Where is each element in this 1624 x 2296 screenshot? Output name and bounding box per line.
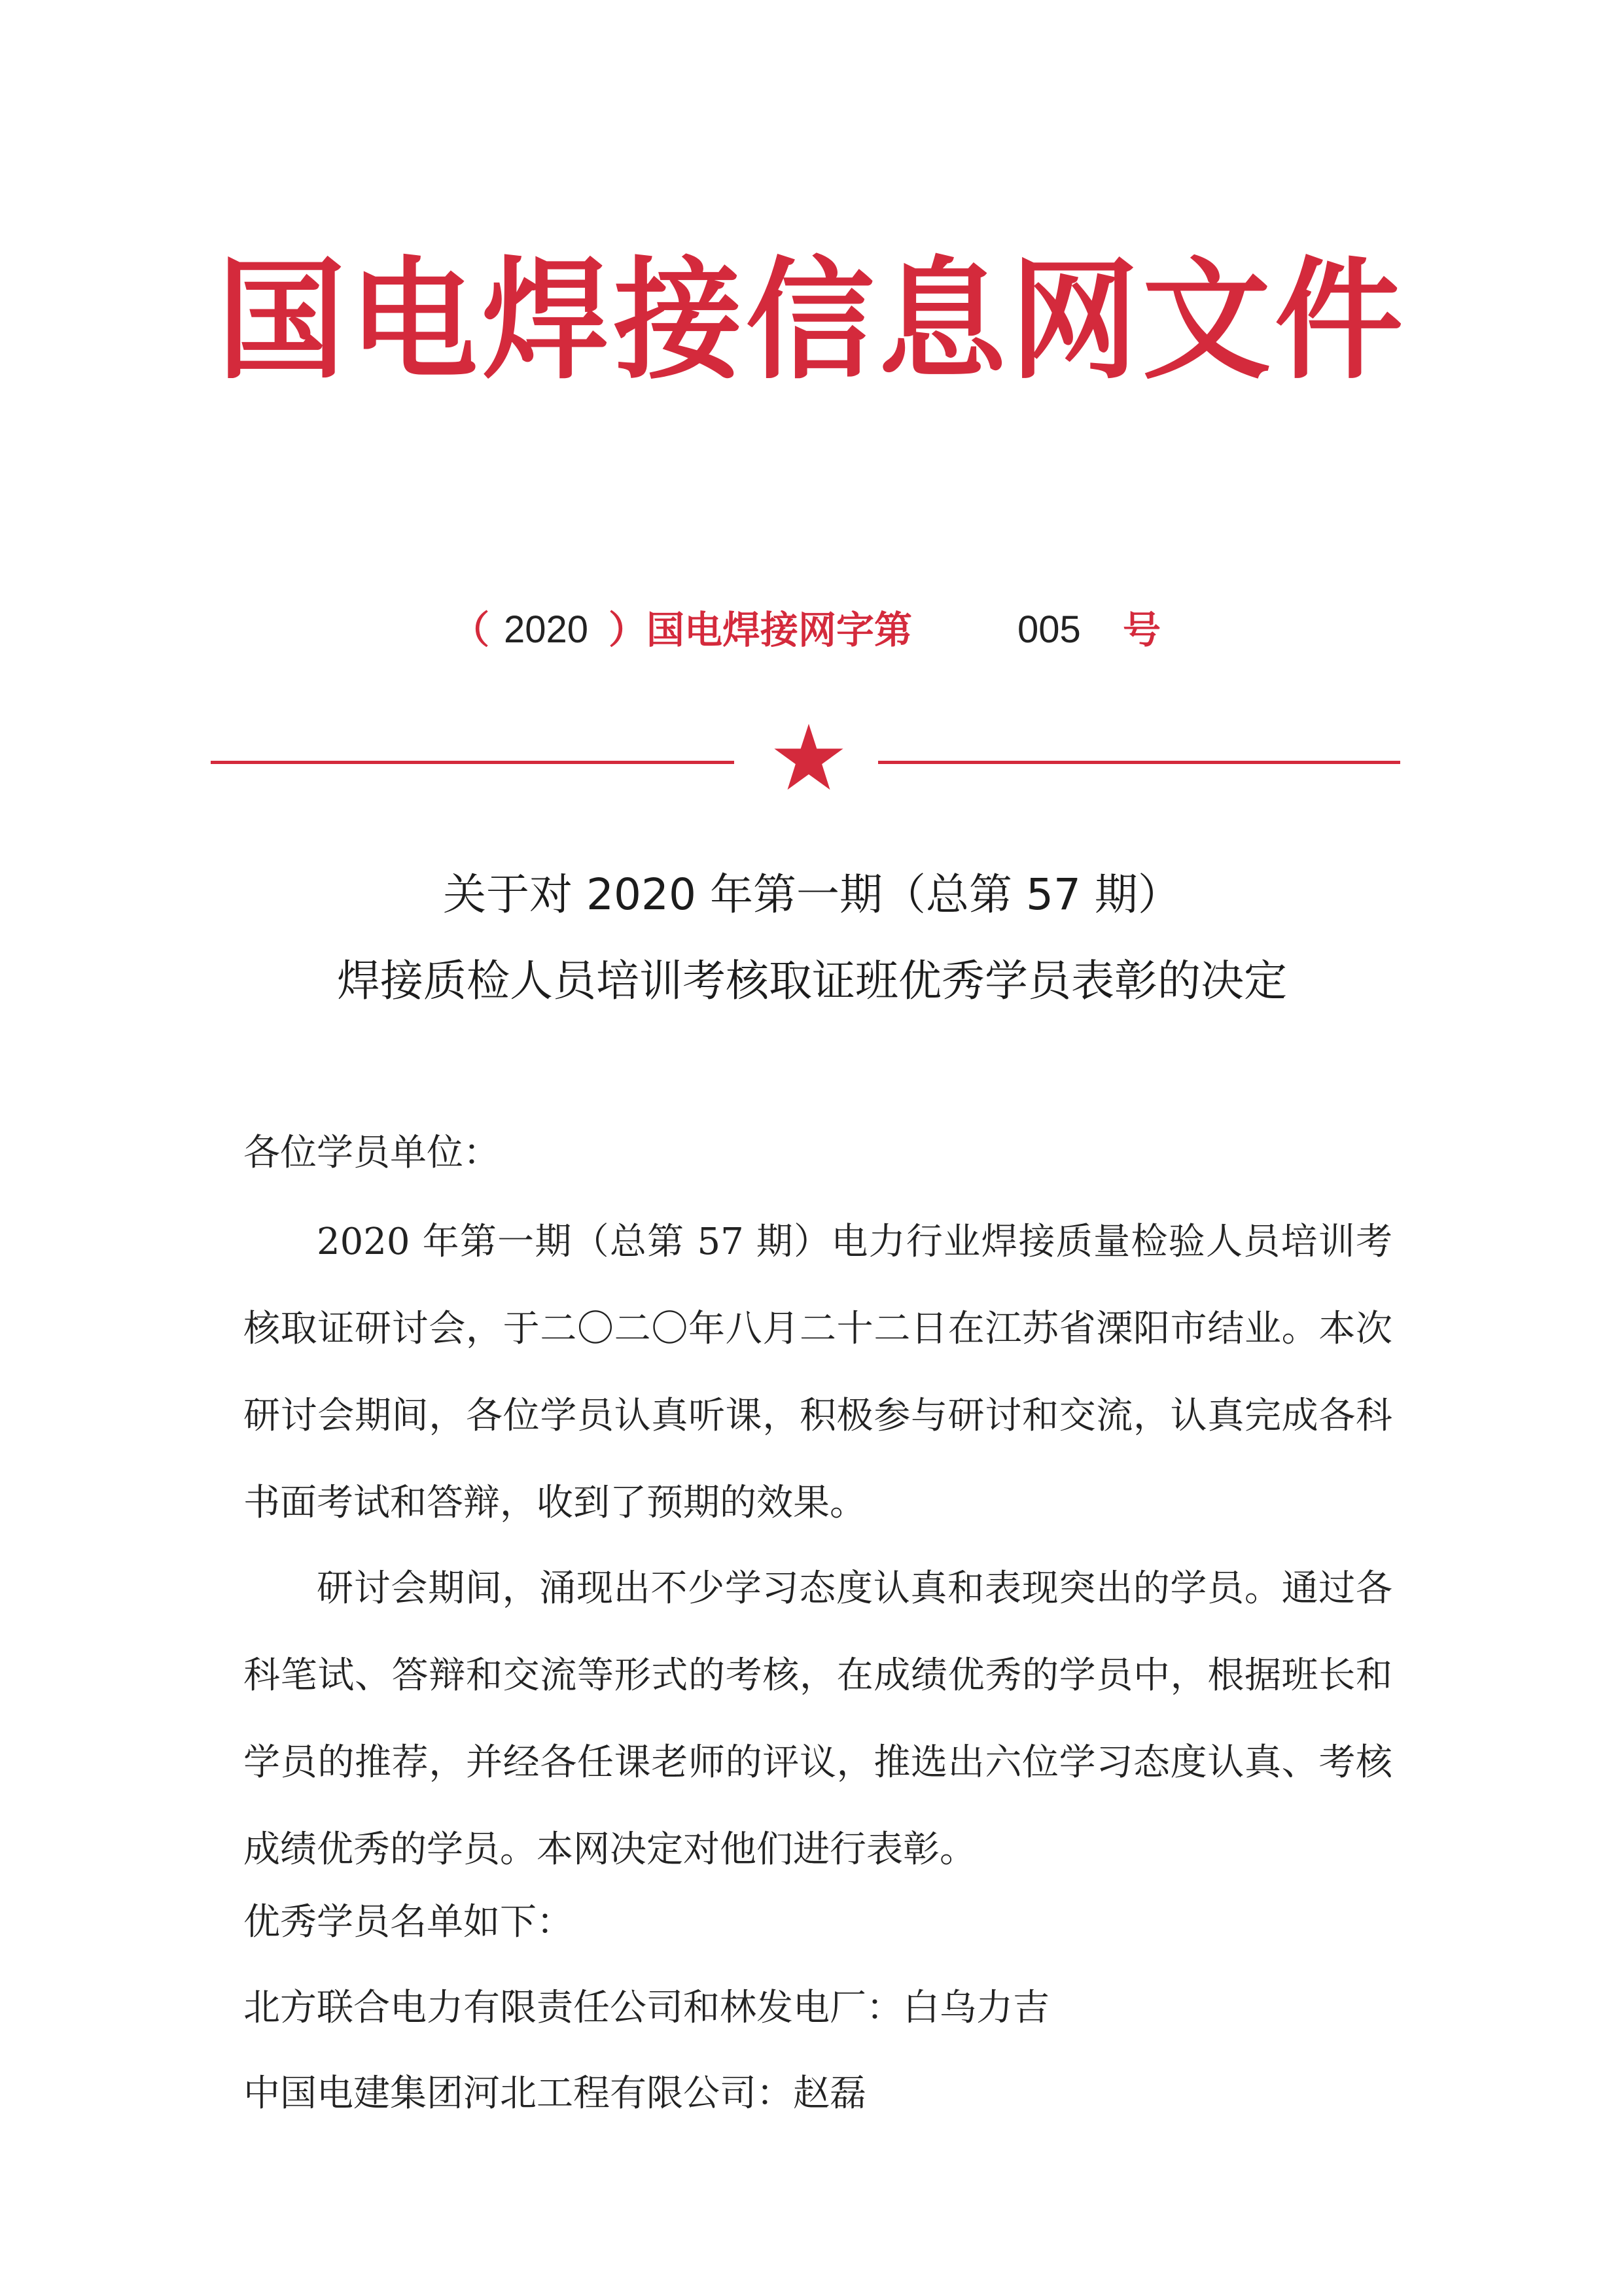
list-intro: 优秀学员名单如下： bbox=[243, 1901, 573, 1943]
star-icon bbox=[772, 721, 845, 794]
doc-year: 2020 bbox=[504, 608, 589, 651]
document-number bbox=[0, 600, 1624, 659]
awardee-2: 中国电建集团河北工程有限公司：赵磊 bbox=[243, 2072, 866, 2115]
divider-left bbox=[211, 761, 734, 764]
doc-open-paren: （ bbox=[451, 608, 490, 652]
doc-prefix: ）国电焊接网字第 bbox=[609, 608, 913, 652]
doc-suffix: 号 bbox=[1123, 608, 1161, 652]
paragraph-2: 研讨会期间，涌现出不少学习态度认真和表现突出的学员。通过各科笔试、答辩和交流等形式的考核，在成绩优秀的学员中，根据班长和学员的推荐，并经各任课老师的评议，推选出六位学习态度认真、考核成绩优秀的学员。本网决定对他们进行表彰。 bbox=[243, 1567, 1392, 1871]
paragraph-1: 2020 年第一期（总第 57 期）电力行业焊接质量检验人员培训考核取证研讨会，于二〇二〇年八月二十二日在江苏省溧阳市结业。本次研讨会期间，各位学员认真听课，积极参与研讨和交流，认真完成各科书面考试和答辩，收到了预期的效果。 bbox=[243, 1221, 1392, 1524]
divider-right bbox=[878, 761, 1400, 764]
masthead-title: 国电焊接信息网文件 bbox=[217, 243, 1407, 398]
awardee-1: 北方联合电力有限责任公司和林发电厂：白乌力吉 bbox=[243, 1987, 1050, 2029]
doc-number: 005 bbox=[1017, 608, 1081, 651]
salutation: 各位学员单位： bbox=[243, 1132, 500, 1174]
notice-title-line-1: 关于对 2020 年第一期（总第 57 期） bbox=[443, 869, 1181, 920]
notice-title-line-2: 焊接质检人员培训考核取证班优秀学员表彰的决定 bbox=[337, 956, 1287, 1006]
